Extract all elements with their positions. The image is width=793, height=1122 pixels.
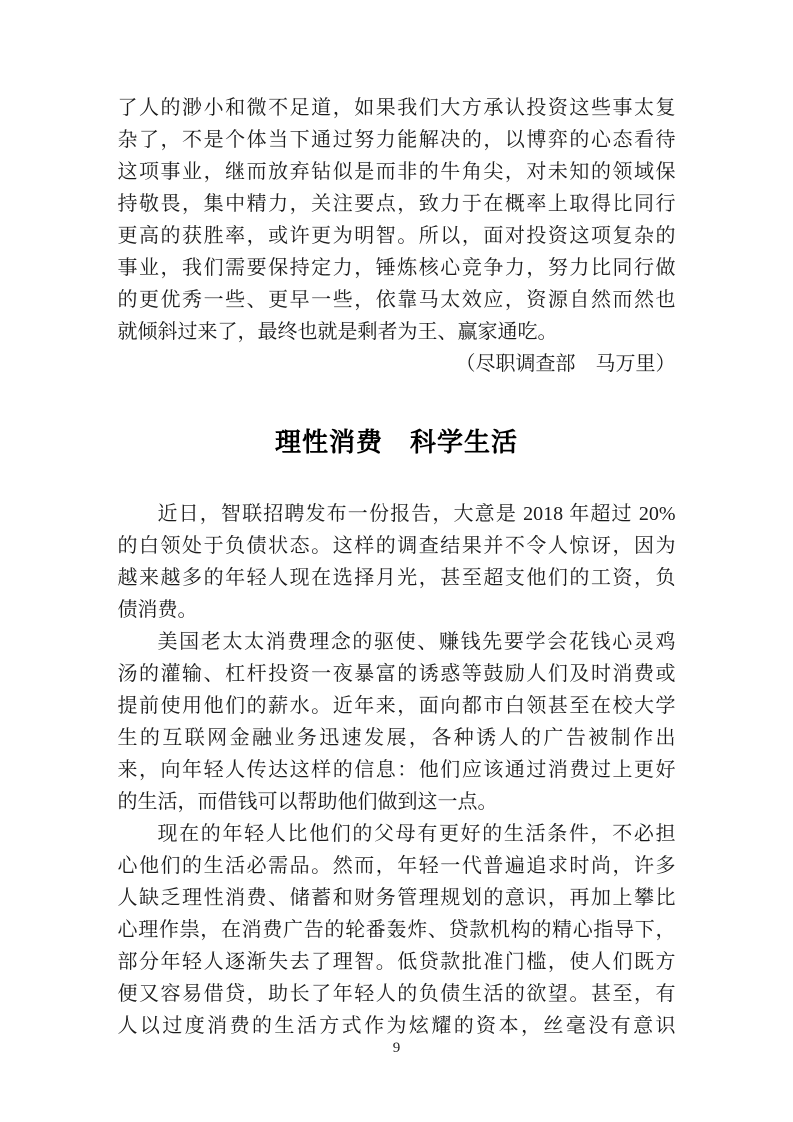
text-line: 便又容易借贷，助长了年轻人的负债生活的欲望。甚至，有: [117, 983, 676, 1005]
article-body: [118, 498, 676, 1042]
text-line: 越来越多的年轻人现在选择月光，甚至超支他们的工资，负: [117, 567, 676, 589]
text-line: 更高的获胜率，或许更为明智。所以，面对投资这项复杂的: [117, 225, 676, 247]
attribution-line: （尽职调查部 马万里）: [455, 353, 676, 375]
paragraph: [118, 818, 676, 1042]
text-line: 部分年轻人逐渐失去了理智。低贷款批准门槛，使人们既方: [117, 951, 676, 973]
text-line: 生的互联网金融业务迅速发展，各种诱人的广告被制作出: [117, 727, 676, 749]
text-line: 现在的年轻人比他们的父母有更好的生活条件，不必担: [157, 823, 676, 845]
continuation-paragraph: [118, 92, 676, 348]
text-line: 的更优秀一些、更早一些，依靠马太效应，资源自然而然也: [117, 289, 676, 311]
text-line: 债消费。: [117, 599, 198, 621]
text-line: 人缺乏理性消费、储蓄和财务管理规划的意识，再加上攀比: [117, 887, 676, 909]
text-column: [118, 0, 676, 1042]
text-line: 的白领处于负债状态。这样的调查结果并不令人惊讶，因为: [117, 535, 676, 557]
text-line: 的生活，而借钱可以帮助他们做到这一点。: [117, 791, 498, 813]
text-line: 提前使用他们的薪水。近年来，面向都市白领甚至在校大学: [117, 695, 676, 717]
text-line: 这项事业，继而放弃钻似是而非的牛角尖，对未知的领域保: [117, 161, 676, 183]
text-line: 持敬畏，集中精力，关注要点，致力于在概率上取得比同行: [117, 193, 676, 215]
text-line: 就倾斜过来了，最终也就是剩者为王、赢家通吃。: [117, 321, 558, 343]
text-line: 汤的灌输、杠杆投资一夜暴富的诱惑等鼓励人们及时消费或: [117, 663, 676, 685]
text-line: 来，向年轻人传达这样的信息：他们应该通过消费过上更好: [117, 759, 676, 781]
text-line: 杂了，不是个体当下通过努力能解决的，以博弈的心态看待: [117, 129, 676, 151]
text-line: 近日，智联招聘发布一份报告，大意是 2018 年超过 20%: [157, 503, 676, 525]
article-title: 理性消费 科学生活: [274, 427, 518, 457]
text-line: 美国老太太消费理念的驱使、赚钱先要学会花钱心灵鸡: [157, 631, 676, 653]
text-line: 心理作祟，在消费广告的轮番轰炸、贷款机构的精心指导下，: [117, 919, 676, 941]
paragraph: [118, 626, 676, 818]
text-line: 了人的渺小和微不足道，如果我们大方承认投资这些事太复: [117, 97, 676, 119]
text-line: 心他们的生活必需品。然而，年轻一代普遍追求时尚，许多: [117, 855, 676, 877]
paragraph: [118, 498, 676, 626]
page-number: 9: [392, 1040, 401, 1056]
text-line: 事业，我们需要保持定力，锤炼核心竞争力，努力比同行做: [117, 257, 676, 279]
text-line: 人以过度消费的生活方式作为炫耀的资本，丝毫没有意识: [117, 1015, 676, 1037]
